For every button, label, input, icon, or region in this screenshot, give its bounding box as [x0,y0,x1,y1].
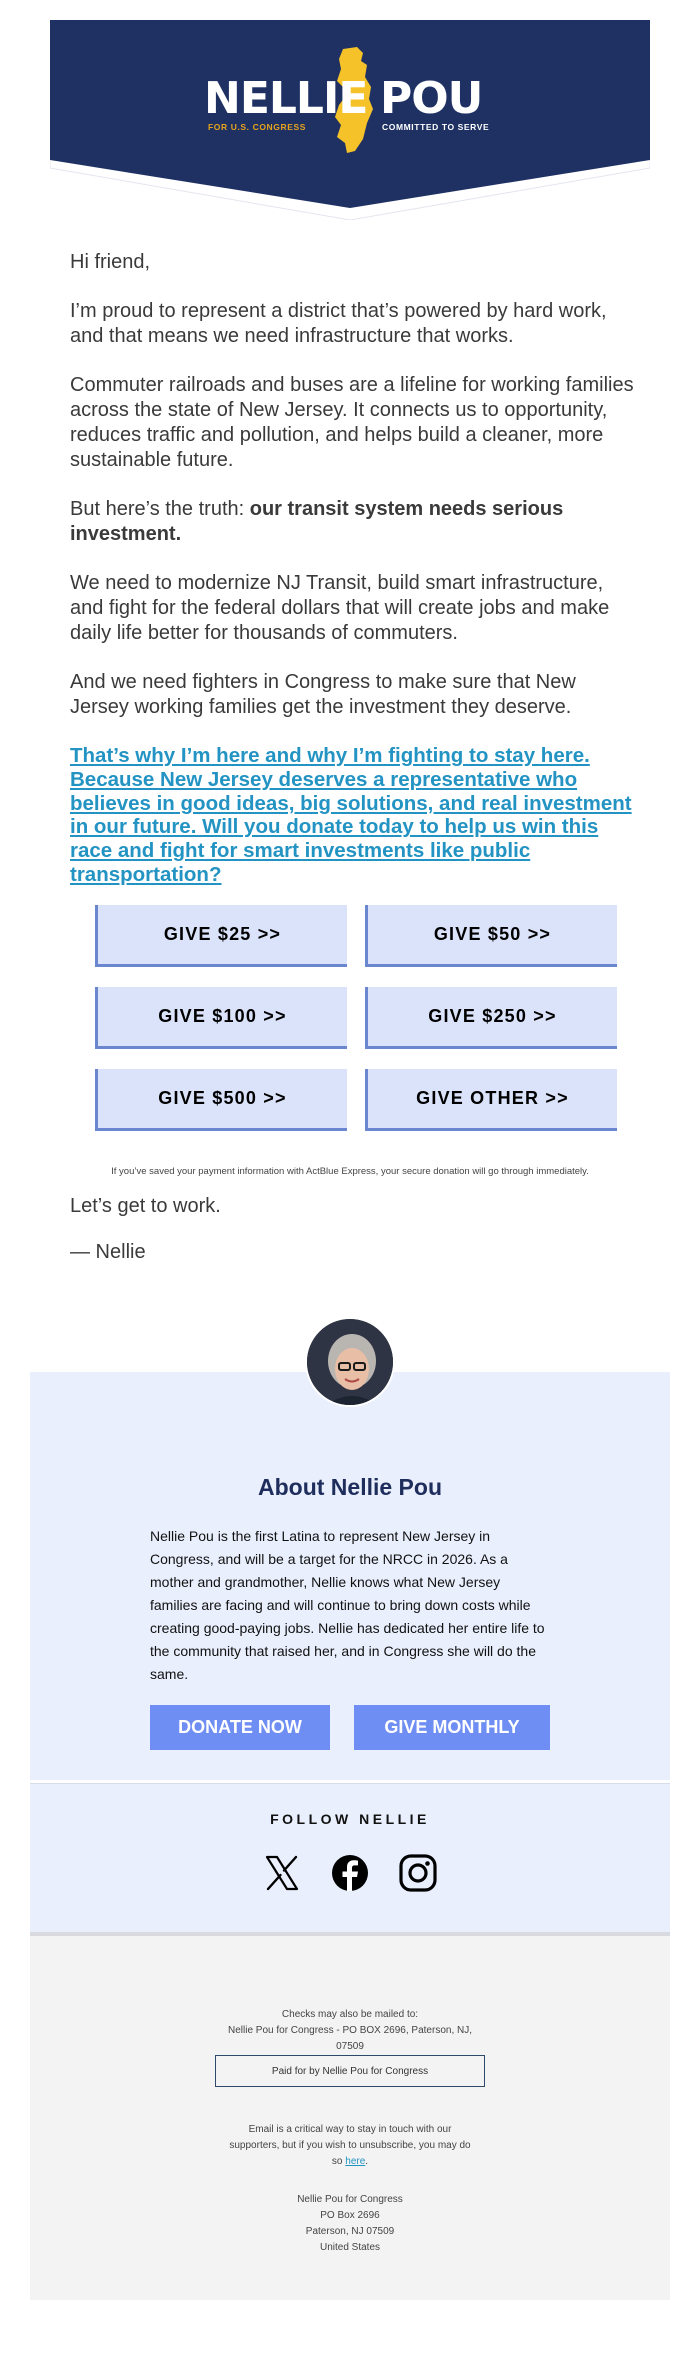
paragraph-5: And we need fighters in Congress to make sure that New Jersey working families get the investment they deserve. [70,671,576,718]
candidate-avatar [305,1317,395,1407]
email-note-line-3 [0,2154,700,2170]
about-bio: Nellie Pou is the first Latina to represent New Jersey in Congress, and will be a target for the NRCC in 2026. As a mother and grandmother, Nellie knows what New Jersey families are facing and will continue to bring down costs while creating good-paying jobs. Nellie has dedicated her entire life to the community that raised her, and in Congress she will do the same. [150,1528,545,1682]
address-country: United States [319,2242,381,2253]
paragraph-4: We need to modernize NJ Transit, build smart infrastructure, and fight for the federal dollars that will create jobs and make daily life better for thousands of commuters. [70,572,610,644]
paragraph-3-prefix: But here’s the truth: [70,498,250,520]
signoff-line: Let’s get to work. [70,1195,221,1217]
donate-now-button[interactable]: DONATE NOW [150,1705,330,1750]
portrait-icon [307,1319,395,1407]
checks-mailed-line: Checks may also be mailed to: [281,2009,419,2020]
logo-name-left: NELLIE [204,73,368,124]
paragraph-3 [70,497,635,547]
email-note-suffix: . [365,2156,369,2167]
unsubscribe-link[interactable]: here [345,2156,366,2167]
facebook-icon[interactable] [330,1853,370,1893]
header-banner [50,20,650,220]
paragraph-1: I’m proud to represent a district that’s powered by hard work, and that means we need infrastructure that works. [70,300,607,347]
about-title: About Nellie Pou [258,1474,442,1500]
paragraph-3-bold: our transit system needs serious investment. [70,498,564,545]
greeting: Hi friend, [70,251,151,273]
actblue-disclaimer: If you’ve saved your payment information with ActBlue Express, your secure donation will go through immediately. [111,1166,589,1177]
give-250-button[interactable]: GIVE $250 >> [365,987,617,1049]
address-city: Paterson, NJ 07509 [305,2226,395,2237]
logo-tagline-left: FOR U.S. CONGRESS [208,122,307,132]
paragraph-2: Commuter railroads and buses are a lifeline for working families across the state of New Jersey. It connects us to opportunity, reduces traffic and pollution, and helps build a cleaner, more sustainable future. [70,374,634,471]
address-po-box: PO Box 2696 [320,2210,380,2221]
instagram-icon[interactable] [398,1853,438,1893]
email-note-prefix: so [331,2156,346,2167]
email-note-line-2: supporters, but if you wish to unsubscribe, you may do [229,2140,471,2151]
email-note-line-1: Email is a critical way to stay in touch with our [248,2124,452,2135]
email-body [70,250,635,911]
checks-zip-line: 07509 [336,2041,364,2052]
logo-name-right: POU [380,73,483,124]
give-25-button[interactable]: GIVE $25 >> [95,905,347,967]
give-other-button[interactable]: GIVE OTHER >> [365,1069,617,1131]
logo-tagline-right: COMMITTED TO SERVE [382,122,490,132]
x-icon[interactable] [262,1853,302,1893]
give-monthly-button[interactable]: GIVE MONTHLY [354,1705,550,1750]
paid-for-disclaimer: Paid for by Nellie Pou for Congress [215,2055,485,2087]
give-500-button[interactable]: GIVE $500 >> [95,1069,347,1131]
give-50-button[interactable]: GIVE $50 >> [365,905,617,967]
address-name: Nellie Pou for Congress [297,2194,403,2205]
signature: — Nellie [70,1241,146,1263]
give-100-button[interactable]: GIVE $100 >> [95,987,347,1049]
donate-cta-link[interactable]: That’s why I’m here and why I’m fighting to stay here. Because New Jersey deserves a representative who believes in good ideas, big solutions, and real investment in our future. Will you donate today to help us win this race and fight for smart investments like public transportation? [70,744,632,886]
follow-title: FOLLOW NELLIE [270,1811,430,1827]
checks-address-line: Nellie Pou for Congress - PO BOX 2696, Paterson, NJ, [228,2025,472,2036]
